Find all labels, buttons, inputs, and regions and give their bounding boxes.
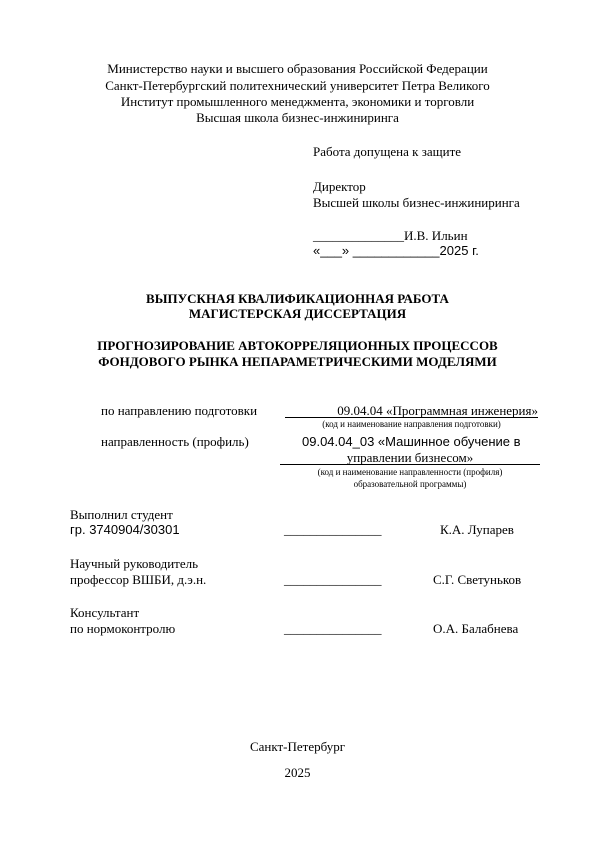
- student-signature-blank: _______________: [284, 522, 382, 537]
- student-label: Выполнил студент: [70, 507, 173, 522]
- profile-value-line1: [302, 434, 521, 449]
- ministry-line: Министерство науки и высшего образования Российской Федерации: [107, 61, 488, 76]
- topic-line1: ПРОГНОЗИРОВАНИЕ АВТОКОРРЕЛЯЦИОННЫХ ПРОЦЕССОВ: [97, 338, 498, 353]
- supervisor-label: Научный руководитель: [70, 556, 199, 571]
- supervisor-title: профессор ВШБИ, д.э.н.: [70, 572, 207, 587]
- profile-label: направленность (профиль): [101, 434, 249, 449]
- direction-underline: [285, 417, 538, 418]
- director-signature-line: [313, 228, 468, 243]
- director-position: Директор: [313, 179, 366, 194]
- student-name: К.А. Лупарев: [440, 522, 514, 537]
- director-name: И.В. Ильин: [404, 228, 468, 243]
- signature-blank: ______________: [313, 228, 404, 243]
- student-group: гр. 3740904/30301: [70, 522, 180, 537]
- consultant-signature-blank: _______________: [284, 621, 382, 636]
- supervisor-name: С.Г. Светуньков: [433, 572, 522, 587]
- profile-value-line2: управлении бизнесом»: [346, 450, 474, 465]
- supervisor-signature-blank: _______________: [284, 572, 382, 587]
- profile-hint-line2: образовательной программы): [353, 479, 467, 489]
- university-line: Санкт-Петербургский политехнический университет Петра Великого: [105, 78, 490, 93]
- profile-hint-line1: (код и наименование направленности (профиля): [317, 467, 503, 477]
- date-blank: «___» ____________: [313, 243, 440, 258]
- work-type-line2: МАГИСТЕРСКАЯ ДИССЕРТАЦИЯ: [188, 306, 407, 321]
- approval-year: 2025 г.: [439, 243, 479, 258]
- footer-year: 2025: [284, 765, 311, 780]
- profile-underline: [280, 464, 540, 465]
- consultant-label: Консультант: [70, 605, 140, 620]
- consultant-name: О.А. Балабнева: [433, 621, 519, 636]
- direction-label: по направлению подготовки: [101, 403, 258, 418]
- approval-date-line: [313, 243, 479, 258]
- consultant-role: по нормоконтролю: [70, 621, 176, 636]
- director-school: Высшей школы бизнес-инжиниринга: [313, 195, 520, 210]
- admitted-to-defense: Работа допущена к защите: [313, 144, 462, 159]
- direction-hint: (код и наименование направления подготовки): [322, 419, 501, 429]
- institute-line: Институт промышленного менеджмента, экономики и торговли: [120, 94, 475, 109]
- footer-city: Санкт-Петербург: [249, 739, 346, 754]
- direction-value: 09.04.04 «Программная инженерия»: [337, 403, 538, 418]
- topic-line2: ФОНДОВОГО РЫНКА НЕПАРАМЕТРИЧЕСКИМИ МОДЕЛЯМИ: [98, 354, 497, 369]
- school-line: Высшая школа бизнес-инжиниринга: [196, 110, 399, 125]
- work-type-line1: ВЫПУСКНАЯ КВАЛИФИКАЦИОННАЯ РАБОТА: [146, 291, 449, 306]
- profile-code: 09.04.04_03 «Машинное обучение в: [302, 434, 521, 449]
